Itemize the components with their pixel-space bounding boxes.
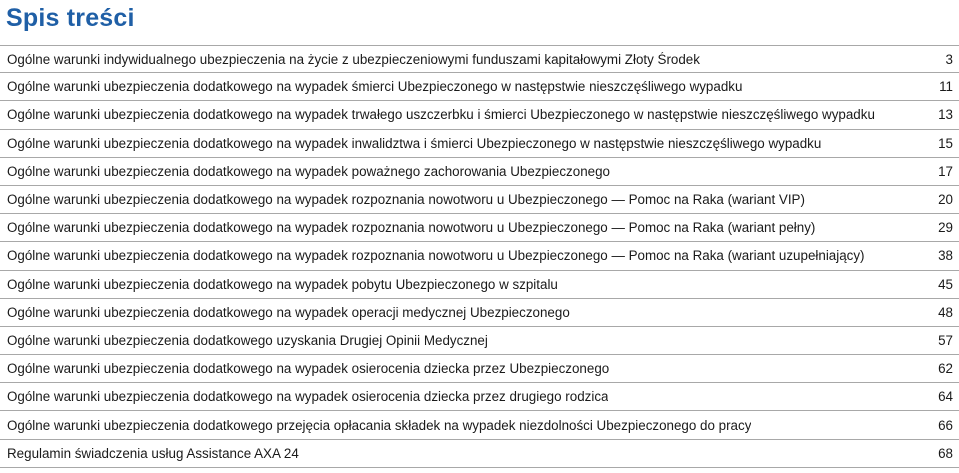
toc-entry-page: 13 xyxy=(938,107,953,123)
toc-entry-page: 38 xyxy=(938,248,953,264)
toc-entry[interactable] xyxy=(0,327,959,355)
toc-entry-title: Ogólne warunki ubezpieczenia dodatkowego na wypadek pobytu Ubezpieczonego w szpitalu xyxy=(7,276,558,292)
toc-entry-page: 45 xyxy=(938,276,953,292)
toc-entry-page: 3 xyxy=(945,51,953,67)
toc-entry-page: 15 xyxy=(938,135,953,151)
toc-entry-page: 57 xyxy=(938,332,953,348)
toc-entry-page: 48 xyxy=(938,304,953,320)
toc-entry-title: Ogólne warunki ubezpieczenia dodatkowego przejęcia opłacania składek na wypadek niezdolności Ubezpieczonego do pracy xyxy=(7,417,752,433)
toc-entry[interactable] xyxy=(0,355,959,383)
toc-entry-page: 62 xyxy=(938,361,953,377)
toc-entry-title: Ogólne warunki ubezpieczenia dodatkowego na wypadek osierocenia dziecka przez Ubezpieczonego xyxy=(7,361,610,377)
toc-entry-title: Ogólne warunki ubezpieczenia dodatkowego na wypadek śmierci Ubezpieczonego w następstwie nieszczęśliwego wypadku xyxy=(7,79,743,95)
toc-entry[interactable] xyxy=(0,158,959,186)
toc-entry-title: Ogólne warunki ubezpieczenia dodatkowego na wypadek rozpoznania nowotworu u Ubezpieczonego — Pomoc na Raka (wariant pełny) xyxy=(7,220,816,236)
toc-entry[interactable] xyxy=(0,411,959,439)
toc-entry-title: Ogólne warunki indywidualnego ubezpieczenia na życie z ubezpieczeniowymi funduszami kapitałowymi Złoty Środek xyxy=(7,51,700,67)
toc-entry-page: 68 xyxy=(938,445,953,461)
toc-entry-title: Ogólne warunki ubezpieczenia dodatkowego na wypadek osierocenia dziecka przez drugiego rodzica xyxy=(7,389,609,405)
toc-entry-title: Ogólne warunki ubezpieczenia dodatkowego na wypadek trwałego uszczerbku i śmierci Ubezpieczonego w następstwie nieszczęśliwego wypadku xyxy=(7,107,875,123)
toc-entry-title: Ogólne warunki ubezpieczenia dodatkowego na wypadek poważnego zachorowania Ubezpieczonego xyxy=(7,163,610,179)
toc-entry-title: Ogólne warunki ubezpieczenia dodatkowego na wypadek rozpoznania nowotworu u Ubezpieczonego — Pomoc na Raka (wariant VIP) xyxy=(7,192,805,208)
toc-entry-title: Ogólne warunki ubezpieczenia dodatkowego na wypadek inwalidztwa i śmierci Ubezpieczonego w następstwie nieszczęśliwego wypadku xyxy=(7,135,822,151)
toc-entry-title: Ogólne warunki ubezpieczenia dodatkowego na wypadek operacji medycznej Ubezpieczonego xyxy=(7,304,570,320)
toc-entry-page: 64 xyxy=(938,389,953,405)
toc-entry[interactable] xyxy=(0,73,959,101)
toc-entry[interactable] xyxy=(0,130,959,158)
toc-entry-page: 20 xyxy=(938,192,953,208)
toc-entry-page: 11 xyxy=(939,79,953,95)
toc-entry[interactable] xyxy=(0,299,959,327)
page-title: Spis treści xyxy=(6,4,135,32)
toc-entry[interactable] xyxy=(0,271,959,299)
toc-entry[interactable] xyxy=(0,242,959,270)
toc-entry-page: 17 xyxy=(938,163,953,179)
toc-entry[interactable] xyxy=(0,186,959,214)
toc-entry-page: 29 xyxy=(938,220,953,236)
toc-entry-title: Regulamin świadczenia usług Assistance AXA 24 xyxy=(7,445,299,461)
toc-entry-title: Ogólne warunki ubezpieczenia dodatkowego na wypadek rozpoznania nowotworu u Ubezpieczonego — Pomoc na Raka (wariant uzupełniający) xyxy=(7,248,865,264)
toc-entry-page: 66 xyxy=(938,417,953,433)
toc-entry[interactable] xyxy=(0,214,959,242)
toc-entry[interactable] xyxy=(0,383,959,411)
toc-entry[interactable] xyxy=(0,440,959,468)
toc-entry[interactable] xyxy=(0,101,959,129)
table-of-contents xyxy=(0,45,959,468)
toc-entry-title: Ogólne warunki ubezpieczenia dodatkowego uzyskania Drugiej Opinii Medycznej xyxy=(7,332,488,348)
toc-entry[interactable] xyxy=(0,45,959,73)
